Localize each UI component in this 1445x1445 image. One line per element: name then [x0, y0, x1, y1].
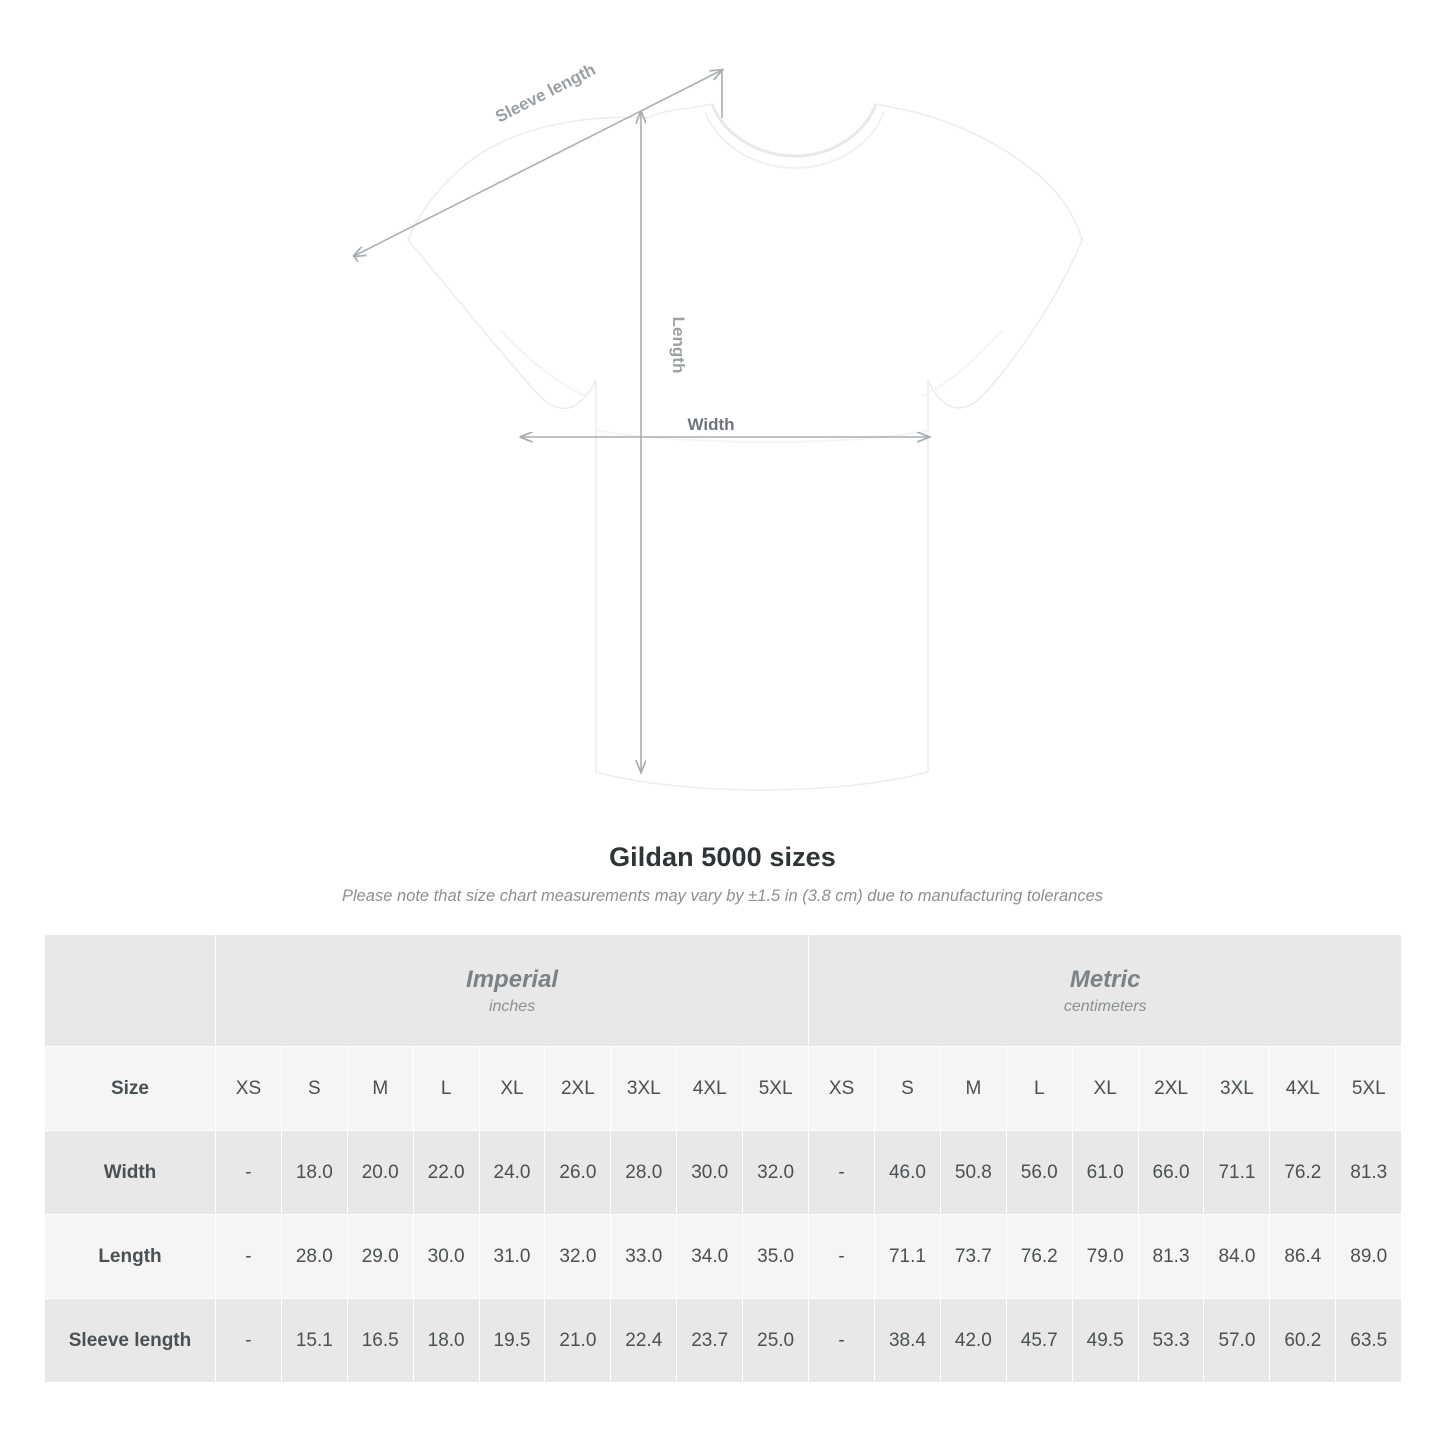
- cell-length-imperial-xl: 31.0: [479, 1215, 545, 1299]
- cell-width-imperial-3xl: 28.0: [611, 1131, 677, 1215]
- cell-width-imperial-4xl: 30.0: [677, 1131, 743, 1215]
- table-row-sleeve-length: [45, 1299, 1402, 1383]
- size-table-wrapper: [44, 934, 1401, 1383]
- unit-header-metric: [809, 935, 1402, 1047]
- cell-length-imperial-2xl: 32.0: [545, 1215, 611, 1299]
- header-size-label: Size: [45, 1047, 216, 1131]
- cell-width-imperial-xs: -: [216, 1131, 282, 1215]
- unit-name-imperial: Imperial: [466, 966, 559, 993]
- cell-sleeve-metric-2xl: 53.3: [1138, 1299, 1204, 1383]
- cell-width-imperial-m: 20.0: [347, 1131, 413, 1215]
- header-imperial-2xl: 2XL: [545, 1047, 611, 1131]
- page-title: Gildan 5000 sizes: [609, 842, 836, 872]
- cell-width-imperial-5xl: 32.0: [743, 1131, 809, 1215]
- header-metric-xs: XS: [809, 1047, 875, 1131]
- cell-sleeve-imperial-m: 16.5: [347, 1299, 413, 1383]
- cell-sleeve-metric-4xl: 60.2: [1270, 1299, 1336, 1383]
- cell-width-imperial-2xl: 26.0: [545, 1131, 611, 1215]
- header-imperial-l: L: [413, 1047, 479, 1131]
- unit-sub-metric: centimeters: [1063, 998, 1147, 1015]
- header-imperial-s: S: [281, 1047, 347, 1131]
- unit-sub-imperial: inches: [488, 998, 536, 1015]
- header-metric-s: S: [875, 1047, 941, 1131]
- size-table: [44, 934, 1402, 1383]
- cell-width-metric-s: 46.0: [875, 1131, 941, 1215]
- cell-length-metric-m: 73.7: [940, 1215, 1006, 1299]
- cell-sleeve-imperial-2xl: 21.0: [545, 1299, 611, 1383]
- row-label-width: Width: [45, 1131, 216, 1215]
- header-metric-xl: XL: [1072, 1047, 1138, 1131]
- cell-length-metric-3xl: 84.0: [1204, 1215, 1270, 1299]
- cell-width-metric-xs: -: [809, 1131, 875, 1215]
- cell-length-metric-s: 71.1: [875, 1215, 941, 1299]
- unit-header-spacer: [45, 935, 216, 1047]
- cell-sleeve-metric-l: 45.7: [1006, 1299, 1072, 1383]
- cell-width-metric-m: 50.8: [940, 1131, 1006, 1215]
- unit-name-metric: Metric: [1069, 966, 1141, 993]
- cell-length-imperial-5xl: 35.0: [743, 1215, 809, 1299]
- cell-sleeve-imperial-5xl: 25.0: [743, 1299, 809, 1383]
- cell-sleeve-metric-xl: 49.5: [1072, 1299, 1138, 1383]
- header-imperial-xs: XS: [216, 1047, 282, 1131]
- cell-width-imperial-l: 22.0: [413, 1131, 479, 1215]
- tshirt-shape: [408, 104, 1082, 790]
- cell-sleeve-metric-5xl: 63.5: [1336, 1299, 1402, 1383]
- header-metric-l: L: [1006, 1047, 1072, 1131]
- header-imperial-m: M: [347, 1047, 413, 1131]
- cell-width-imperial-s: 18.0: [281, 1131, 347, 1215]
- header-metric-5xl: 5XL: [1336, 1047, 1402, 1131]
- cell-length-imperial-3xl: 33.0: [611, 1215, 677, 1299]
- cell-sleeve-imperial-4xl: 23.7: [677, 1299, 743, 1383]
- cell-width-metric-4xl: 76.2: [1270, 1131, 1336, 1215]
- cell-length-imperial-l: 30.0: [413, 1215, 479, 1299]
- table-row-width: [45, 1131, 1402, 1215]
- row-label-sleeve-length: Sleeve length: [45, 1299, 216, 1383]
- header-metric-4xl: 4XL: [1270, 1047, 1336, 1131]
- cell-sleeve-imperial-xs: -: [216, 1299, 282, 1383]
- cell-width-metric-l: 56.0: [1006, 1131, 1072, 1215]
- cell-sleeve-imperial-3xl: 22.4: [611, 1299, 677, 1383]
- cell-width-imperial-xl: 24.0: [479, 1131, 545, 1215]
- cell-sleeve-imperial-s: 15.1: [281, 1299, 347, 1383]
- header-imperial-4xl: 4XL: [677, 1047, 743, 1131]
- cell-width-metric-3xl: 71.1: [1204, 1131, 1270, 1215]
- cell-length-metric-2xl: 81.3: [1138, 1215, 1204, 1299]
- cell-length-metric-xl: 79.0: [1072, 1215, 1138, 1299]
- size-header-row: [45, 1047, 1402, 1131]
- table-row-length: [45, 1215, 1402, 1299]
- cell-length-metric-l: 76.2: [1006, 1215, 1072, 1299]
- cell-width-metric-2xl: 66.0: [1138, 1131, 1204, 1215]
- header-metric-m: M: [940, 1047, 1006, 1131]
- row-label-length: Length: [45, 1215, 216, 1299]
- header-imperial-5xl: 5XL: [743, 1047, 809, 1131]
- cell-sleeve-metric-xs: -: [809, 1299, 875, 1383]
- unit-header-row: [45, 935, 1402, 1047]
- cell-length-imperial-xs: -: [216, 1215, 282, 1299]
- cell-length-imperial-4xl: 34.0: [677, 1215, 743, 1299]
- unit-header-imperial: [216, 935, 809, 1047]
- cell-sleeve-metric-3xl: 57.0: [1204, 1299, 1270, 1383]
- title-block: [0, 842, 1445, 906]
- cell-length-metric-xs: -: [809, 1215, 875, 1299]
- label-sleeve-length: Sleeve length: [492, 59, 599, 127]
- cell-length-metric-5xl: 89.0: [1336, 1215, 1402, 1299]
- cell-length-metric-4xl: 86.4: [1270, 1215, 1336, 1299]
- cell-sleeve-metric-m: 42.0: [940, 1299, 1006, 1383]
- cell-sleeve-metric-s: 38.4: [875, 1299, 941, 1383]
- header-imperial-3xl: 3XL: [611, 1047, 677, 1131]
- cell-width-metric-xl: 61.0: [1072, 1131, 1138, 1215]
- cell-width-metric-5xl: 81.3: [1336, 1131, 1402, 1215]
- label-width: Width: [687, 415, 735, 434]
- cell-length-imperial-m: 29.0: [347, 1215, 413, 1299]
- cell-length-imperial-s: 28.0: [281, 1215, 347, 1299]
- header-metric-3xl: 3XL: [1204, 1047, 1270, 1131]
- header-imperial-xl: XL: [479, 1047, 545, 1131]
- cell-sleeve-imperial-l: 18.0: [413, 1299, 479, 1383]
- header-metric-2xl: 2XL: [1138, 1047, 1204, 1131]
- label-length: Length: [669, 316, 688, 374]
- cell-sleeve-imperial-xl: 19.5: [479, 1299, 545, 1383]
- tolerance-note: Please note that size chart measurements may vary by ±1.5 in (3.8 cm) due to manufacturing tolerances: [341, 887, 1104, 905]
